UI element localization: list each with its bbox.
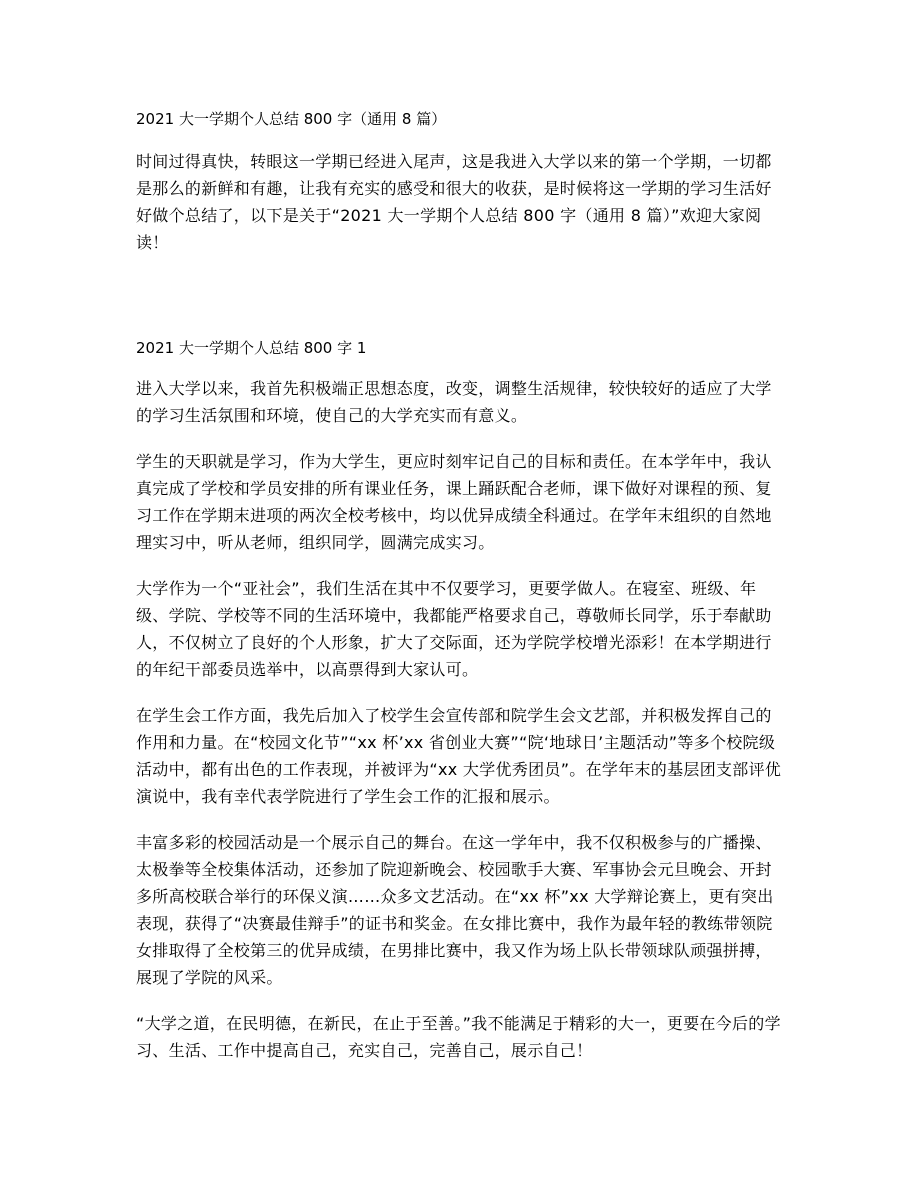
document-title: 2021 大一学期个人总结 800 字（通用 8 篇） — [136, 110, 447, 128]
intro-paragraph: 时间过得真快，转眼这一学期已经进入尾声，这是我进入大学以来的第一个学期，一切都是那么的新鲜和有趣，让我有充实的感受和很大的收获，是时候将这一学期的学习生活好好做个总结了，以下是关于“2021 大一学期个人总结 800 字（通用 8 篇）”欢迎大家阅读！ — [136, 152, 772, 252]
body-paragraph: 大学作为一个“亚社会”，我们生活在其中不仅要学习，更要学做人。在寝室、班级、年级、学院、学校等不同的生活环境中，我都能严格要求自己，尊敬师长同学，乐于奉献助人，不仅树立了良好的个人形象，扩大了交际面，还为学院学校增光添彩！在本学期进行的年纪干部委员选举中，以高票得到大家认可。 — [136, 579, 772, 679]
section-heading: 2021 大一学期个人总结 800 字 1 — [136, 339, 367, 357]
body-paragraph: “大学之道，在民明德，在新民，在止于至善。”我不能满足于精彩的大一，更要在今后的学习、生活、工作中提高自己，充实自己，完善自己，展示自己！ — [136, 1014, 781, 1060]
body-paragraph: 进入大学以来，我首先积极端正思想态度，改变，调整生活规律，较快较好的适应了大学的学习生活氛围和环境，使自己的大学充实而有意义。 — [136, 379, 772, 425]
body-paragraph: 学生的天职就是学习，作为大学生，更应时刻牢记自己的目标和责任。在本学年中，我认真完成了学校和学员安排的所有课业任务，课上踊跃配合老师，课下做好对课程的预、复习工作在学期末进项的两次全校考核中，均以优异成绩全科通过。在学年末组织的自然地理实习中，听从老师，组织同学，圆满完成实习。 — [136, 452, 772, 552]
body-paragraph: 丰富多彩的校园活动是一个展示自己的舞台。在这一学年中，我不仅积极参与的广播操、太极拳等全校集体活动，还参加了院迎新晚会、校园歌手大赛、军事协会元旦晚会、开封多所高校联合举行的环保义演……众多文艺活动。在“xx 杯”xx 大学辩论赛上，更有突出表现，获得了“决赛最佳辩手”的证书和奖金。在女排比赛中，我作为最年轻的教练带领院女排取得了全校第三的优异成绩，在男排比赛中，我又作为场上队长带领球队顽强拼搏，展现了学院的风采。 — [136, 833, 774, 987]
section-body — [136, 375, 786, 1083]
body-paragraph: 在学生会工作方面，我先后加入了校学生会宣传部和院学生会文艺部，并积极发挥自己的作用和力量。在“校园文化节”“xx 杯’xx 省创业大赛”“院‘地球日’主题活动”等多个校院级活动中，都有出色的工作表现，并被评为“xx 大学优秀团员”。在学年末的基层团支部评优演说中，我有幸代表学院进行了学生会工作的汇报和展示。 — [136, 706, 782, 806]
